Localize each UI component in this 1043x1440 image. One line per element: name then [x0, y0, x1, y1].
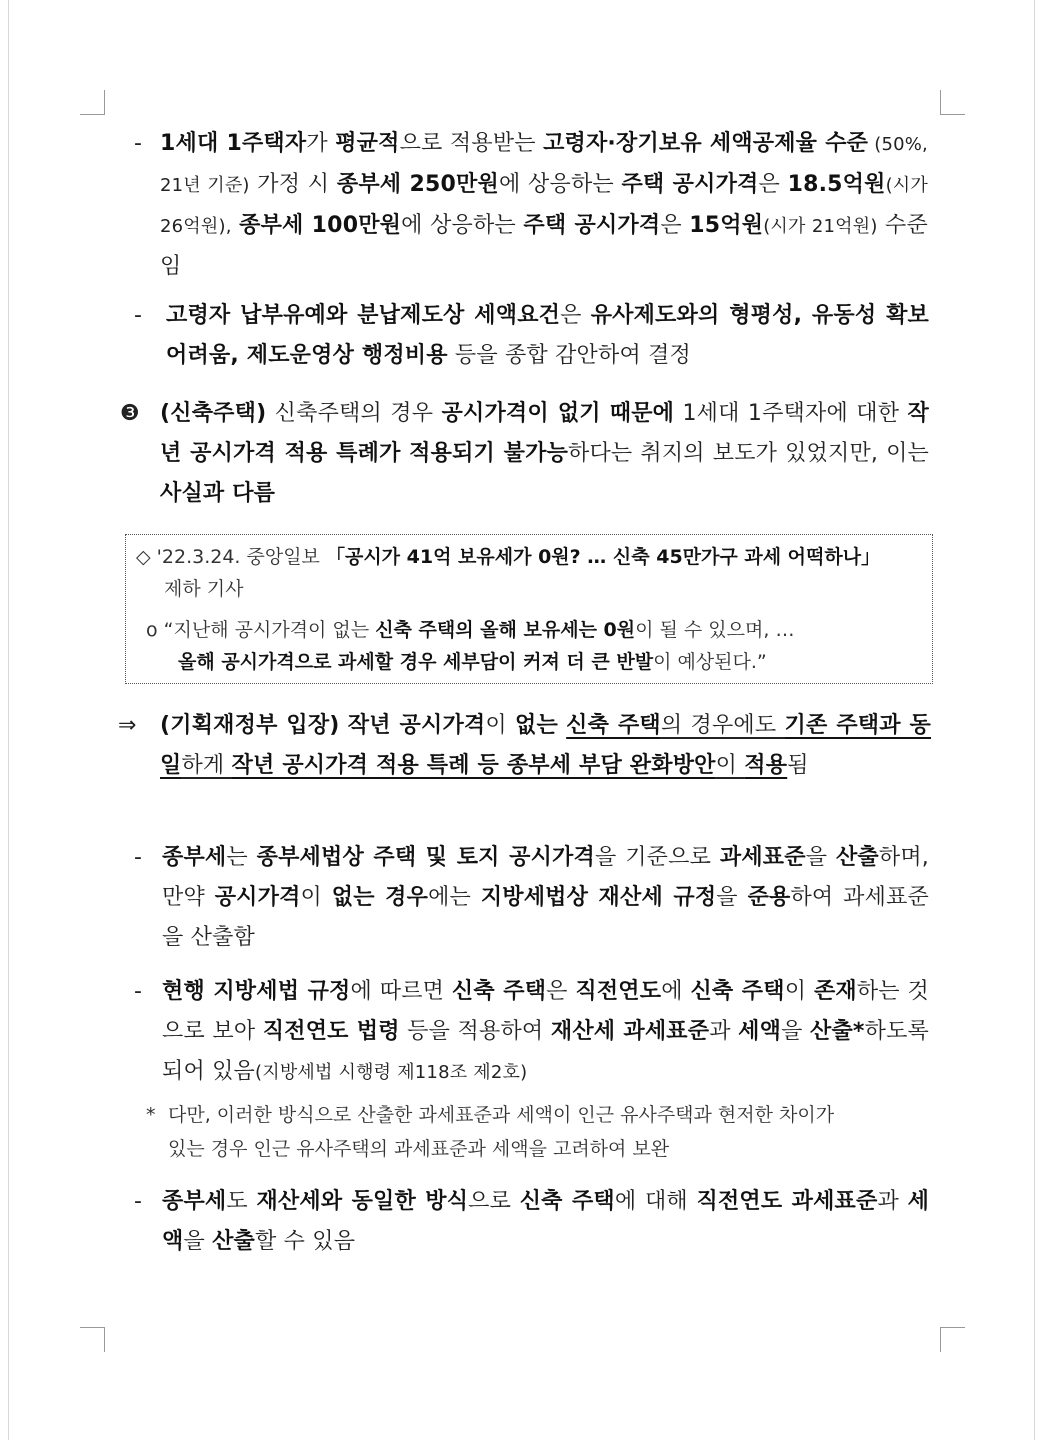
text-run: 직전연도 법령 — [262, 1019, 400, 1044]
bullet2-dash: - — [134, 303, 142, 328]
text-run: 은 — [560, 303, 591, 328]
text-run: 수준임 — [160, 213, 928, 279]
page-edge-right — [1034, 0, 1035, 1440]
text-run: 세액 — [738, 1019, 782, 1044]
text-run: 적용 — [744, 753, 788, 778]
text-run: 종부세 250만원 — [336, 172, 499, 197]
item3-number-marker: ❸ — [120, 401, 140, 426]
text-run: 을 — [805, 845, 836, 870]
diamond-icon: ◇ — [136, 546, 151, 568]
text-run: 종부세 — [162, 845, 227, 870]
text-run: 공시가격이 없기 때문에 — [441, 401, 675, 426]
text-run: 은 — [660, 213, 690, 238]
text-run: 을 — [716, 885, 748, 910]
text-run: 하며, 만약 — [162, 845, 929, 910]
text-run — [340, 713, 348, 738]
press-quote-box — [125, 534, 933, 684]
text-run: 이 — [784, 979, 814, 1004]
text-run: 이 — [715, 753, 745, 778]
text-run: 종부세 — [162, 1189, 227, 1214]
text-run: 직전연도 — [575, 979, 662, 1004]
text-run: 작년 공시가격 — [347, 713, 486, 738]
text-run: (시가 26억원), — [160, 175, 928, 237]
text-run: 등을 적용하여 — [399, 1019, 551, 1044]
crop-mark-bottom-right — [940, 1327, 965, 1352]
text-run: 하는 것으로 보아 — [162, 979, 929, 1044]
text-run — [232, 213, 240, 238]
text-run: 1세대 1주택자에 대한 — [674, 401, 908, 426]
text-run: (지방세법 시행령 제118조 제2호) — [255, 1062, 528, 1083]
text-run: 이 — [300, 885, 332, 910]
text-run: 15억원 — [689, 213, 764, 238]
text-run: 신축 주택 — [690, 979, 785, 1004]
bullet4-text — [162, 972, 929, 1093]
text-run: 에 — [661, 979, 691, 1004]
page-edge-left — [8, 0, 9, 1440]
bullet5-dash: - — [134, 1189, 142, 1214]
text-run: 으로 적용받는 — [399, 131, 544, 156]
text-run: 작년 공시가격 적용 특례 등 종부세 부담 완화방안 — [231, 753, 716, 778]
text-run: 은 — [546, 979, 576, 1004]
quote-line2-b: 이 예상된다.” — [653, 651, 767, 673]
text-run: 없는 — [515, 713, 558, 738]
text-run: 을 — [781, 1019, 811, 1044]
text-run: 사실과 다름 — [160, 481, 276, 506]
text-run: 은 — [758, 172, 788, 197]
text-run: 가 — [306, 131, 336, 156]
text-run: (신축주택) — [160, 401, 267, 426]
text-run: 직전연도 과세표준 — [696, 1189, 878, 1214]
text-run: 존재 — [813, 979, 857, 1004]
text-run: 주택 공시가격 — [621, 172, 759, 197]
text-run: 할 수 있음 — [255, 1229, 356, 1254]
quote-article-title: 「공시가 41억 보유세가 0원? … 신축 45만가구 과세 어떡하나」 — [325, 546, 881, 568]
text-run: 등을 종합 감안하여 결정 — [447, 343, 691, 368]
quote-line1-b: 신축 주택의 올해 보유세는 0원 — [375, 619, 636, 641]
text-run: 지방세법상 재산세 규정 — [480, 885, 717, 910]
ministry-position-text — [160, 706, 931, 786]
text-run: 으로 — [468, 1189, 520, 1214]
text-run: 고령자 납부유예와 분납제도상 세액요건 — [166, 303, 561, 328]
text-run: 유사제도와의 형평성, 유동성 확보 어려움, 제도운영상 행정비용 — [166, 303, 929, 368]
text-run: 재산세와 동일한 방식 — [256, 1189, 469, 1214]
text-run: * — [852, 1019, 865, 1044]
quote-date-source: '22.3.24. 중앙일보 — [156, 546, 320, 568]
text-run: 신축 주택 — [519, 1189, 615, 1214]
text-run: (기획재정부 입장) — [160, 713, 340, 738]
text-run: 과세표준 — [719, 845, 806, 870]
text-run: 산출 — [835, 845, 879, 870]
text-run: 세액 — [162, 1189, 930, 1254]
quote-line2 — [178, 646, 928, 678]
text-run: 도 — [226, 1189, 257, 1214]
item3-text — [160, 394, 929, 514]
quote-header — [136, 541, 926, 573]
text-run: 기존 주택과 동일 — [160, 713, 932, 778]
text-run: (50%, 21년 기준) — [160, 134, 928, 196]
text-run: 주택 공시가격 — [523, 213, 661, 238]
text-run: 과 — [877, 1189, 908, 1214]
text-run: 신축 주택 — [566, 713, 661, 738]
bullet3-dash: - — [134, 845, 142, 870]
bullet4-dash: - — [134, 979, 142, 1004]
text-run: 종부세 100만원 — [239, 213, 402, 238]
crop-mark-bottom-left — [80, 1327, 105, 1352]
text-run: 의 경우에도 — [660, 713, 785, 738]
text-run: 에는 — [428, 885, 481, 910]
bullet1-dash: - — [134, 131, 142, 156]
crop-mark-top-left — [80, 90, 105, 115]
text-run: 현행 지방세법 규정 — [162, 979, 351, 1004]
bullet1-text — [160, 124, 928, 287]
text-run: 종부세법상 주택 및 토지 공시가격 — [256, 845, 595, 870]
text-run: 는 — [226, 845, 257, 870]
text-run: 없는 경우 — [331, 885, 429, 910]
text-run: 하다는 취지의 보도가 있었지만, 이는 — [568, 441, 930, 466]
text-run: 에 상응하는 — [401, 213, 524, 238]
text-run: 고령자·장기보유 세액공제율 수준 — [543, 131, 869, 156]
text-run: 을 — [183, 1229, 213, 1254]
bullet3-text — [162, 838, 929, 958]
text-run: (시가 21억원) — [763, 216, 878, 237]
bullet2-text — [166, 296, 929, 376]
text-run: 과 — [709, 1019, 739, 1044]
text-run: 산출 — [810, 1019, 853, 1044]
text-run: 에 상응하는 — [498, 172, 622, 197]
bullet5-text — [162, 1182, 929, 1262]
text-run: 신축주택의 경우 — [266, 401, 442, 426]
quote-header-tail: 제하 기사 — [164, 578, 244, 600]
text-run: 에 대해 — [614, 1189, 697, 1214]
text-run: 평균적 — [335, 131, 400, 156]
circle-bullet-icon: ο — [146, 619, 158, 641]
text-run: 18.5억원 — [787, 172, 886, 197]
quote-line1-c: 이 될 수 있으며, … — [635, 619, 795, 641]
text-run: 산출 — [212, 1229, 256, 1254]
text-run: 재산세 과세표준 — [550, 1019, 710, 1044]
quote-line1 — [146, 614, 926, 646]
text-run: 공시가격 — [214, 885, 301, 910]
text-run: 에 따르면 — [350, 979, 452, 1004]
quote-line2-a: 올해 공시가격으로 과세할 경우 세부담이 커져 더 큰 반발 — [178, 651, 654, 673]
crop-mark-top-right — [940, 90, 965, 115]
text-run: 가정 시 — [249, 172, 337, 197]
text-run — [558, 713, 566, 738]
text-run: 1세대 1주택자 — [160, 131, 307, 156]
footnote-star: * — [146, 1104, 156, 1126]
footnote-line2: 있는 경우 인근 유사주택의 과세표준과 세액을 고려하여 보완 — [168, 1138, 670, 1160]
text-run: 작년 공시가격 적용 특례가 적용되기 불가능 — [160, 401, 929, 466]
text-run: 준용 — [747, 885, 791, 910]
text-run: 신축 주택 — [451, 979, 547, 1004]
text-run: 하게 — [181, 753, 232, 778]
arrow-icon: ⇒ — [118, 713, 137, 738]
text-run: 을 기준으로 — [594, 845, 720, 870]
text-run: 이 — [485, 713, 516, 738]
quote-line1-a: “지난해 공시가격이 없는 — [163, 619, 376, 641]
text-run: 하도록 되어 있음 — [162, 1019, 929, 1084]
text-run: 됨 — [787, 753, 809, 778]
text-run: 하여 과세표준을 산출함 — [162, 885, 929, 950]
footnote-line1: 다만, 이러한 방식으로 산출한 과세표준과 세액이 인근 유사주택과 현저한 차이가 — [168, 1104, 835, 1126]
